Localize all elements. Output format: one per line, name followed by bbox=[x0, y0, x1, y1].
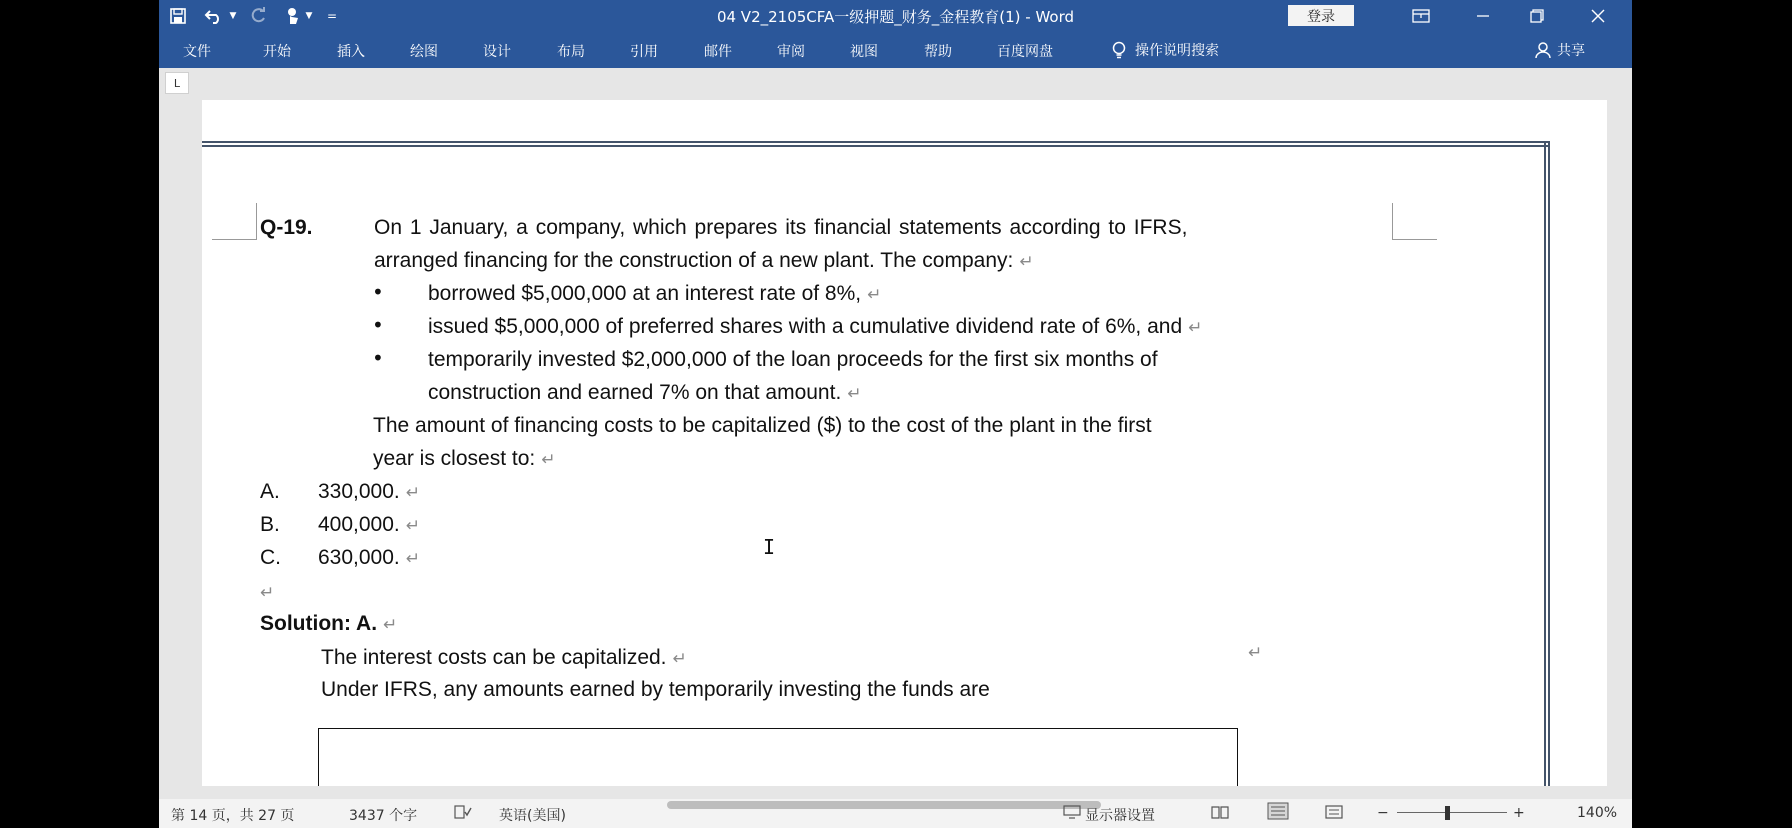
paragraph-mark: ↵ bbox=[672, 649, 687, 668]
paragraph-mark: ↵ bbox=[405, 516, 420, 535]
word-count[interactable]: 3437 个字 bbox=[349, 808, 418, 824]
touch-dropdown-icon[interactable]: ▼ bbox=[305, 11, 313, 21]
minimize-icon[interactable] bbox=[1460, 0, 1506, 32]
document-page[interactable] bbox=[202, 100, 1607, 786]
word-window bbox=[159, 0, 1632, 828]
login-button[interactable]: 登录 bbox=[1288, 5, 1354, 26]
tab-home[interactable]: 开始 bbox=[263, 44, 291, 60]
print-layout-icon[interactable] bbox=[1267, 802, 1289, 824]
solution-line-2: Under IFRS, any amounts earned by temporarily investing the funds are bbox=[321, 678, 990, 701]
person-icon bbox=[1535, 41, 1553, 59]
share-button[interactable] bbox=[1535, 40, 1585, 60]
paragraph-mark: ↵ bbox=[1019, 252, 1034, 271]
language-indicator[interactable]: 英语(美国) bbox=[499, 808, 566, 824]
tell-me-label: 操作说明搜索 bbox=[1135, 43, 1219, 59]
option-a-label: A. bbox=[260, 480, 280, 503]
display-settings-label[interactable]: 显示器设置 bbox=[1085, 808, 1155, 824]
tab-baidu-netdisk[interactable]: 百度网盘 bbox=[997, 44, 1053, 60]
share-label: 共享 bbox=[1557, 43, 1585, 59]
page-count[interactable]: 第 14 页，共 27 页 bbox=[171, 808, 295, 824]
bullet-3-line-1: temporarily invested $2,000,000 of the loan proceeds for the first six months of bbox=[428, 348, 1158, 371]
paragraph-mark: ↵ bbox=[867, 285, 882, 304]
tell-me-search[interactable] bbox=[1111, 40, 1219, 60]
paragraph-mark: ↵ bbox=[383, 615, 398, 634]
lightbulb-icon bbox=[1111, 41, 1127, 59]
status-bar bbox=[159, 799, 1632, 828]
web-layout-icon[interactable] bbox=[1325, 805, 1343, 823]
undo-dropdown-icon[interactable]: ▼ bbox=[229, 11, 237, 21]
tab-layout[interactable]: 布局 bbox=[557, 44, 585, 60]
question-number: Q-19. bbox=[260, 216, 313, 239]
paragraph-mark: ↵ bbox=[847, 384, 862, 403]
option-a-value: 330,000. ↵ bbox=[318, 480, 420, 503]
save-icon[interactable] bbox=[165, 5, 191, 27]
tab-view[interactable]: 视图 bbox=[850, 44, 878, 60]
ribbon-display-options-icon[interactable] bbox=[1398, 0, 1444, 32]
ribbon-tabs bbox=[159, 32, 1632, 68]
tab-selector[interactable]: L bbox=[165, 72, 189, 94]
empty-paragraph bbox=[254, 580, 274, 604]
solution-line-1: The interest costs can be capitalized. ↵ bbox=[321, 646, 687, 669]
option-c-value: 630,000. ↵ bbox=[318, 546, 420, 569]
title-bar bbox=[159, 0, 1632, 32]
zoom-slider-thumb[interactable] bbox=[1445, 806, 1450, 820]
horizontal-scrollbar[interactable] bbox=[667, 801, 1101, 809]
bullet-2: issued $5,000,000 of preferred shares with a cumulative dividend rate of 6%, and ↵ bbox=[428, 315, 1203, 338]
close-icon[interactable] bbox=[1575, 0, 1621, 32]
paragraph-mark: ↵ bbox=[260, 583, 275, 602]
bullet-dot: • bbox=[372, 280, 384, 304]
solution-heading: Solution: A. ↵ bbox=[260, 612, 398, 635]
crop-mark-right bbox=[1392, 203, 1437, 240]
paragraph-mark: ↵ bbox=[1188, 318, 1203, 337]
solution-box bbox=[318, 728, 1238, 786]
display-settings-icon[interactable] bbox=[1063, 805, 1081, 823]
proofing-icon[interactable] bbox=[454, 805, 472, 823]
page-border-top bbox=[202, 141, 1550, 147]
tab-help[interactable]: 帮助 bbox=[924, 44, 952, 60]
page-border-right bbox=[1544, 141, 1550, 786]
touch-mode-icon[interactable] bbox=[279, 5, 305, 27]
text-cursor-icon: I bbox=[763, 535, 776, 559]
read-mode-icon[interactable] bbox=[1211, 805, 1229, 823]
undo-icon[interactable] bbox=[201, 5, 227, 27]
option-b-value: 400,000. ↵ bbox=[318, 513, 420, 536]
tab-references[interactable]: 引用 bbox=[630, 44, 658, 60]
tab-insert[interactable]: 插入 bbox=[337, 44, 365, 60]
tab-file[interactable]: 文件 bbox=[183, 44, 211, 60]
tab-review[interactable]: 审阅 bbox=[777, 44, 805, 60]
restore-icon[interactable] bbox=[1514, 0, 1560, 32]
tab-design[interactable]: 设计 bbox=[483, 44, 511, 60]
zoom-in-icon[interactable]: + bbox=[1513, 805, 1525, 821]
bullet-3-line-2: construction and earned 7% on that amount. ↵ bbox=[428, 381, 862, 404]
tab-mailings[interactable]: 邮件 bbox=[704, 44, 732, 60]
document-title: 04 V2_2105CFA一级押题_财务_金程教育(1) - Word bbox=[716, 8, 1075, 26]
zoom-slider-track[interactable] bbox=[1397, 812, 1507, 813]
tab-draw[interactable]: 绘图 bbox=[410, 44, 438, 60]
paragraph-mark: ↵ bbox=[405, 483, 420, 502]
stem-line-1: On 1 January, a company, which prepares its financial statements according to IFRS, bbox=[374, 216, 1188, 239]
stem-line-2: arranged financing for the construction of a new plant. The company: ↵ bbox=[374, 249, 1034, 272]
zoom-out-icon[interactable]: − bbox=[1377, 805, 1389, 821]
paragraph-mark: ↵ bbox=[541, 450, 556, 469]
prompt-line-2: year is closest to: ↵ bbox=[373, 447, 556, 470]
bullet-1: borrowed $5,000,000 at an interest rate of 8%, ↵ bbox=[428, 282, 882, 305]
redo-icon[interactable] bbox=[245, 5, 271, 27]
cell-end-mark: ↵ bbox=[1248, 643, 1263, 662]
prompt-line-1: The amount of financing costs to be capitalized ($) to the cost of the plant in the first bbox=[373, 414, 1152, 437]
option-b-label: B. bbox=[260, 513, 280, 536]
crop-mark-left bbox=[212, 203, 257, 240]
zoom-level[interactable]: 140% bbox=[1577, 805, 1618, 821]
bullet-dot: • bbox=[372, 313, 384, 337]
option-c-label: C. bbox=[260, 546, 281, 569]
customize-qat-icon[interactable]: = bbox=[326, 9, 338, 23]
paragraph-mark: ↵ bbox=[405, 549, 420, 568]
bullet-dot: • bbox=[372, 346, 384, 370]
